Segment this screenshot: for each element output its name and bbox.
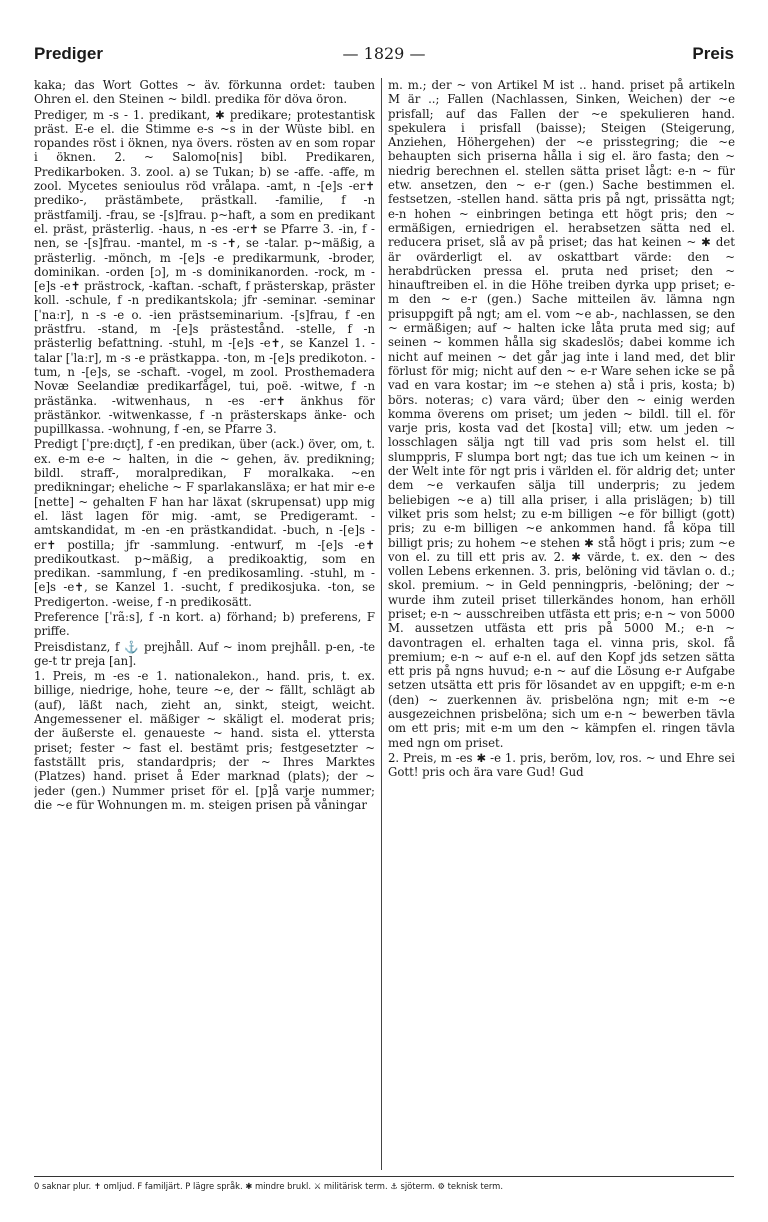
column-divider (381, 78, 382, 1170)
dictionary-entry: Preference [ˈrãːs], f -n kort. a) förhand; b) preferens, F priffe. (34, 609, 375, 639)
left-column (34, 78, 375, 1173)
abbreviation-legend: 0 saknar plur. ✝ omljud. F familjärt. P lägre språk. ✱ mindre brukl. ⚔ militärisk term. ⚓ sjöterm. ⚙ teknisk term. (34, 1181, 504, 1191)
dictionary-entry: Predigt [ˈpreːdɪçt], f -en predikan, über (ack.) över, om, t. ex. e-m e-e ~ halten, in die ~ gehen, äv. predikning; bildl. straff-, moralpredikan, F moralkaka. ~en predikningar; eheliche ~ F sparlakansläxa; er hat mir e-e [nette] ~ gehalten F han har läxat (skrupensat) upp mig el. läst lagen för mig. -amt, se Predigeramt. -amtskandidat, m -en -en prästkandidat. -buch, n -[e]s -er✝ postilla; jfr -sammlung. -entwurf, m -[e]s -e✝ predikoutkast. p~mäßig, a predikoaktig, som en predikan. -sammlung, f -en predikosamling. -stuhl, m -[e]s -e✝, se Kanzel 1. -sucht, f predikosjuka. -ton, se Predigerton. -weise, f -n predikosätt. (34, 437, 375, 609)
guide-word-first: Prediger (34, 44, 103, 63)
dictionary-entry: 2. Preis, m -es ✱ -e 1. pris, beröm, lov, ros. ~ und Ehre sei Gott! pris och ära vare Gud! Gud (388, 750, 735, 780)
dictionary-entry: m. m.; der ~ von Artikel M ist .. hand. priset på artikeln M är ..; Fallen (Nachlassen, Sinken, Weichen) der ~e prisfall; auf das Fallen der ~e spekulieren hand. spekulera i prisfall (baisse); Steigen (Steigerung, Anziehen, Höhergehen) der ~e prisstegring; die ~e behaupten sich priserna hålla i sig el. äro fasta; den ~ niedrig berechnen el. stellen sätta priset lågt: e-n ~ für etw. ansetzen, den ~ e-r (gen.) Sache bestimmen el. festsetzen, -stellen hand. sätta pris på ngt, prissätta ngt; e-n hohen ~ einbringen betinga ett högt pris; den ~ ermäßigen, erniedrigen el. herabsetzen sätta ned el. reducera priset, slå av på priset; das hat keinen ~ ✱ det är ovärderligt el. av oskattbart värde: den ~ herabdrücken pressa el. pruta ned priset; den ~ hinauftreiben el. in die Höhe treiben dyrka upp priset; e-m den ~ e-r (gen.) Sache mitteilen äv. lämna ngn prisuppgift på ngt; am el. vom ~e ab-, nachlassen, se den ~ ermäßigen; auf ~ halten icke låta pruta med sig; auf seinen ~ kommen hålla sig skadeslös; dabei komme ich nicht auf meinen ~ det går jag inte i land med, det blir förlust för mig; nicht auf den ~ e-r Ware sehen icke se på vad en vara kostar; im ~e stehen a) stå i pris, kosta; b) börs. noteras; c) vara värd; über den ~ einig werden komma överens om priset; um jeden ~ bildl. till el. för varje pris, kosta vad det [kosta] vill; etw. um jeden ~ losschlagen sälja ngt till vad pris som helst el. till slumppris, F slumpa bort ngt; das tue ich um keinen ~ in der Welt inte för ngt pris i världen el. för aldrig det; unter dem ~e verkaufen sälja till underpris; zu jedem beliebigen ~e a) till alla priser, i alla prislägen; b) till vilket pris som helst; zu e-m billigen ~e för billigt (gott) pris; zu e-m billigen ~e ankommen hand. få köpa till billigt pris; zu hohem ~e stehen ✱ stå högt i pris; zum ~e von el. zu till ett pris av. 2. ✱ värde, t. ex. den ~ des vollen Lebens erkennen. 3. pris, belöning vid tävlan o. d.; skol. premium. ~ in Geld penningpris, -belöning; der ~ wurde ihm zuteil priset tillerkändes honom, han erhöll priset; e-n ~ ausschreiben utfästa ett pris; e-n ~ von 5000 M. aussetzen utfästa ett pris på 5000 M.; e-n ~ davontragen el. erhalten taga el. vinna pris, skol. få premium; e-n ~ auf e-n el. auf den Kopf jds setzen sätta ett pris på ngns huvud; e-n ~ auf die Lösung e-r Aufgabe setzen utsätta ett pris för lösandet av en uppgift; e-m e-n (den) ~ zuerkennen äv. prisbelöna ngn; mit e-m ~e ausgezeichnen prisbelöna; sich um e-n ~ bewerben tävla om ett pris; mit e-m um den ~ kämpfen el. ringen tävla med ngn om priset. (388, 78, 735, 750)
page-header (34, 44, 734, 70)
dictionary-entry: Prediger, m -s - 1. predikant, ✱ predikare; protestantisk präst. E-e el. die Stimme e-s ~s in der Wüste bibl. en ropandes röst i öknen, nya övers. rösten av en som ropar i öknen. 2. ~ Salomo[nis] bibl. Predikaren, Predikarboken. 3. zool. a) se Tukan; b) se -affe. -affe, m zool. Mycetes senioulus röd vrålapa. -amt, n -[e]s -er✝ prediko-, prästämbete, prästkall. -familie, f -n prästfamilj. -frau, se -[s]frau. p~haft, a som en predikant el. präst, prästerlig. -haus, n -es -er✝ se Pfarre 3. -in, f -nen, se -[s]frau. -mantel, m -s -✝, se -talar. p~mäßig, a prästerlig. -mönch, m -[e]s -e predikarmunk, -broder, dominikan. -orden [ɔ], m -s dominikanorden. -rock, m -[e]s -e✝ prästrock, -kaftan. -schaft, f prästerskap, präster koll. -schule, f -n predikantskola; jfr -seminar. -seminar [ˈnaːr], n -s -e o. -ien prästseminarium. -[s]frau, f -en prästfru. -stand, m -[e]s prästestånd. -stelle, f -n prästerlig befattning. -stuhl, m -[e]s -e✝, se Kanzel 1. -talar [ˈlaːr], m -s -e prästkappa. -ton, m -[e]s predikoton. -tum, n -[e]s, se -schaft. -vogel, m zool. Prosthemadera Novæ Seelandiæ predikarfågel, tui, poë. -witwe, f -n prästänka. -witwenhaus, n -es -er✝ änkhus för prästänkor. -witwenkasse, f -n prästerskaps änke- och pupillkassa. -wohnung, f -en, se Pfarre 3. (34, 107, 375, 437)
guide-word-last: Preis (692, 44, 734, 63)
dictionary-entry: kaka; das Wort Gottes ~ äv. förkunna ordet: tauben Ohren el. den Steinen ~ bildl. predika för döva öron. (34, 78, 375, 107)
right-column (388, 78, 735, 1173)
dictionary-entry: 1. Preis, m -es -e 1. nationalekon., hand. pris, t. ex. billige, niedrige, hohe, teure ~e, der ~ fällt, schlägt ab (auf), läßt nach, zieht an, sinkt, steigt, weicht. Angemessener el. mäßiger ~ skäligt el. moderat pris; der äußerste el. genaueste ~ hand. sista el. yttersta priset; fester ~ fast el. bestämt pris; festgesetzter ~ fastställt pris, standardpris; der ~ Ihres Marktes (Platzes) hand. priset å Eder marknad (plats); der ~ jeder (gen.) Nummer priset för el. [p]å varje nummer; die ~e für Wohnungen m. m. steigen prisen på våningar (34, 669, 375, 812)
page-number: — 1829 — (342, 44, 426, 63)
footer-divider (34, 1176, 734, 1177)
dictionary-entry: Preisdistanz, f ⚓ prejhåll. Auf ~ inom prejhåll. p-en, -te ge-t tr preja [an]. (34, 639, 375, 668)
